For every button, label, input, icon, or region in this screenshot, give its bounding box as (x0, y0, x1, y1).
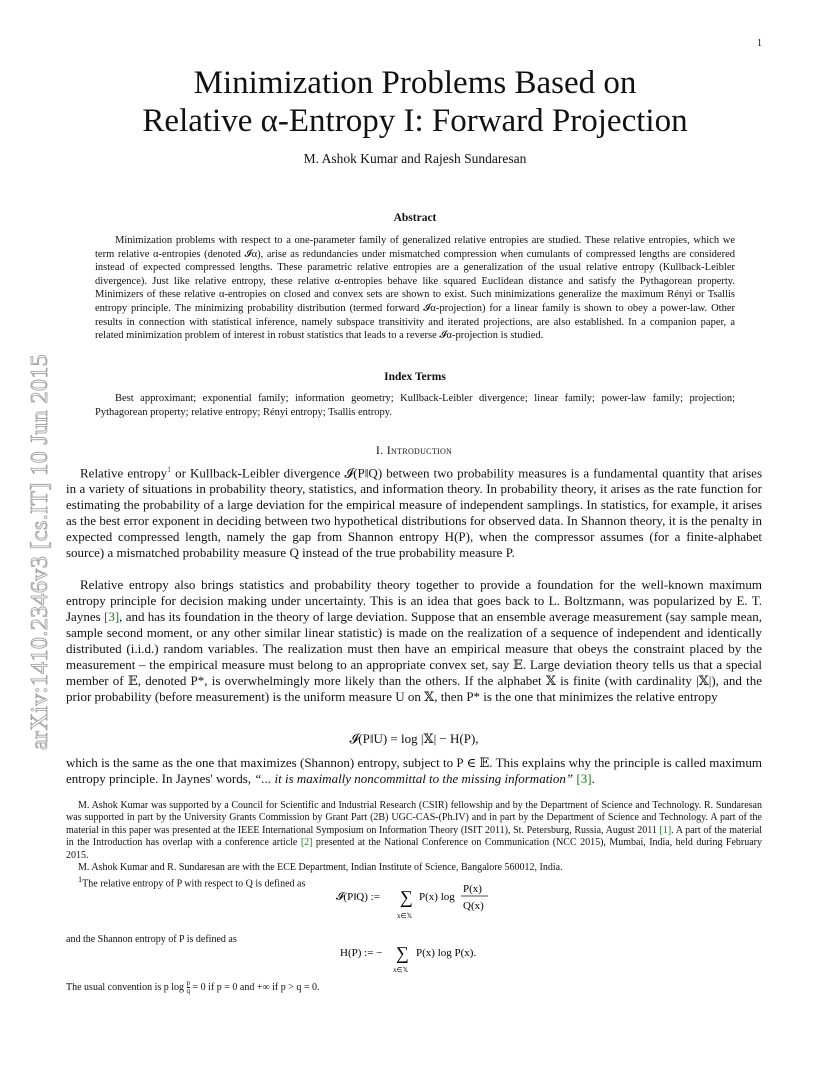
eq1-denominator: Q(x) (463, 900, 484, 912)
convention-frac-den: q (186, 987, 191, 995)
eq1-numerator: P(x) (463, 883, 482, 895)
intro-paragraph-2 (66, 577, 762, 705)
citation-link-3[interactable]: [3] (103, 609, 120, 624)
convention-text-a: The usual convention is p log (66, 981, 187, 993)
eq2-sum-symbol: ∑ (396, 943, 409, 963)
authors: M. Ashok Kumar and Rajesh Sundaresan (303, 151, 527, 166)
p1-text-b: or Kullback-Leibler divergence 𝓘(P‖Q) between two probability measures is a fundamental quantity that arises in a variety of situations in probability theory, statistics, and information theory. In probability theory, it arises as the rate function for estimating the probability of a large deviation for the empirical measure of independent samplings. In statistics, for example, it arises as the best error exponent in deciding between two hypothetical distributions for observed data. In Shannon theory, it is the penalty in expected compressed length, namely the gap from Shannon entropy H(P), when the compressor assumes (for a finite-alphabet source) a mismatched probability measure Q instead of the true probability measure P. (66, 465, 763, 561)
eq2-term: P(x) log P(x). (416, 947, 477, 959)
equation-relative-entropy-def (336, 876, 536, 924)
citation-link-2[interactable]: [2] (300, 837, 313, 849)
intro-paragraph-1 (66, 462, 762, 561)
equation-relative-entropy-uniform: 𝓘(P‖U) = log |𝕏| − H(P), (349, 731, 479, 746)
section-heading: I. Introduction (375, 443, 453, 457)
intro-paragraph-3 (66, 755, 762, 787)
funding-note-c: presented at the National Conference on Communication (NCC 2015), Mumbai, India, held during February 2015. (66, 837, 762, 861)
eq1-sum-index: x∈𝕏 (397, 912, 413, 920)
footnote-shannon-text: and the Shannon entropy of P is defined as (66, 934, 237, 945)
citation-link-1[interactable]: [1] (659, 824, 672, 836)
funding-note-b: . A part of the material in the Introduction has overlap with a conference article (66, 824, 762, 849)
index-terms-text: Best approximant; exponential family; information geometry; Kullback-Leibler divergence; linear family; power-law family; projection; Pythagorean property; relative entropy; Rényi entropy; Tsallis entropy. (95, 393, 735, 418)
eq2-lhs: H(P) := − (340, 947, 383, 959)
page-number: 1 (757, 38, 762, 49)
index-terms-heading: Index Terms (384, 371, 446, 383)
eq1-sum-symbol: ∑ (400, 887, 413, 907)
title-line-2: Relative α-Entropy I: Forward Projection (142, 103, 688, 139)
arxiv-stamp-text: arXiv:1410.2346v3 [cs.IT] 10 Jun 2015 (27, 353, 53, 750)
arxiv-side-stamp (13, 282, 57, 752)
paper-title (95, 64, 735, 140)
p3-end: . (591, 771, 595, 786)
convention-text-b: = 0 if p = 0 and +∞ if p > q = 0. (190, 981, 320, 993)
abstract-text: Minimization problems with respect to a one-parameter family of generalized relative entropies are studied. These relative entropies, which we term relative α-entropies (denoted 𝓘α), arise as redundancies under mismatched compression when cumulants of compressed lengths are considered instead of expected compressed lengths. These parametric relative entropies are a generalization of the usual relative entropy (Kullback-Leibler divergence). Just like relative entropy, these relative α-entropies behave like squared Euclidean distance and satisfy the Pythagorean property. Minimizers of these relative α-entropies on closed and convex sets are shown to exist. Such minimizations generalize the maximum Rényi or Tsallis entropy principle. The minimizing probability distribution (termed forward 𝓘α-projection) for a linear family is shown to obey a power-law. Other results in connection with statistical inference, namely subspace transitivity and iterated projections, are also established. In a companion paper, a related minimization problem of interest in robust statistics that leads to a reverse 𝓘α-projection is studied. (95, 235, 735, 342)
eq1-term: P(x) log (419, 891, 455, 903)
p2-text-a: Relative entropy also brings statistics and probability theory together to provide a foundation for the well-known maximum entropy principle for decision making under uncertainty. This is an idea that goes back to L. Boltzmann, was popularized by E. T. Jaynes (66, 577, 762, 624)
funding-note-a: M. Ashok Kumar was supported by a Council for Scientific and Industrial Research (CSIR) fellowship and by the Department of Science and Technology. R. Sundaresan was supported in part by the University Grants Commission by Grant Part (2B) UGC-CAS-(Ph.IV) and in part by the Department of Science and Technology. A part of the material in this paper was presented at the IEEE International Symposium on Information Theory (ISIT 2011), St. Petersburg, Russia, August 2011 (66, 800, 762, 836)
affiliation-note: M. Ashok Kumar and R. Sundaresan are with the ECE Department, Indian Institute of Science, Bangalore 560012, India. (78, 862, 563, 874)
footnote-1-mark: 1 (78, 875, 83, 885)
equation-shannon-entropy-def (340, 938, 530, 974)
p3-text-a: which is the same as the one that maximizes (Shannon) entropy, subject to P ∈ 𝔼. This explains why the principle is called maximum entropy principle. In Jaynes' words, (66, 755, 762, 786)
footnote-1-definition: The relative entropy of P with respect to Q is defined as (82, 878, 306, 890)
p2-text-b: , and has its foundation in the theory of large deviation. Suppose that an ensemble average measurement (say sample mean, sample second moment, or any other similar linear statistic) is made on the realization of a sequence of independent and identically distributed (i.i.d.) random variables. The realization must then have an empirical measure that obeys the constraint placed by the measurement – the empirical measure must belong to an appropriate convex set, say 𝔼. Large deviation theory tells us that a special member of 𝔼, denoted P*, is overwhelmingly more likely than the others. If the alphabet 𝕏 is finite (with cardinality |𝕏|), and the prior probability (before measurement) is the uniform measure U on 𝕏, then P* is the one that minimizes the relative entropy (66, 609, 762, 704)
jaynes-quote: “... it is maximally noncommittal to the missing information” (254, 771, 574, 786)
footnote-convention (66, 980, 762, 995)
eq1-lhs: 𝓘(P‖Q) := (336, 891, 380, 903)
convention-frac-num: p (186, 979, 191, 987)
eq2-sum-index: x∈𝕏 (393, 966, 409, 974)
title-line-1: Minimization Problems Based on (193, 65, 637, 101)
abstract-heading: Abstract (393, 212, 437, 224)
footnote-marker-link[interactable]: 1 (167, 465, 172, 474)
p1-text-a: Relative entropy (80, 465, 168, 481)
citation-link-3b[interactable]: [3] (576, 771, 592, 786)
